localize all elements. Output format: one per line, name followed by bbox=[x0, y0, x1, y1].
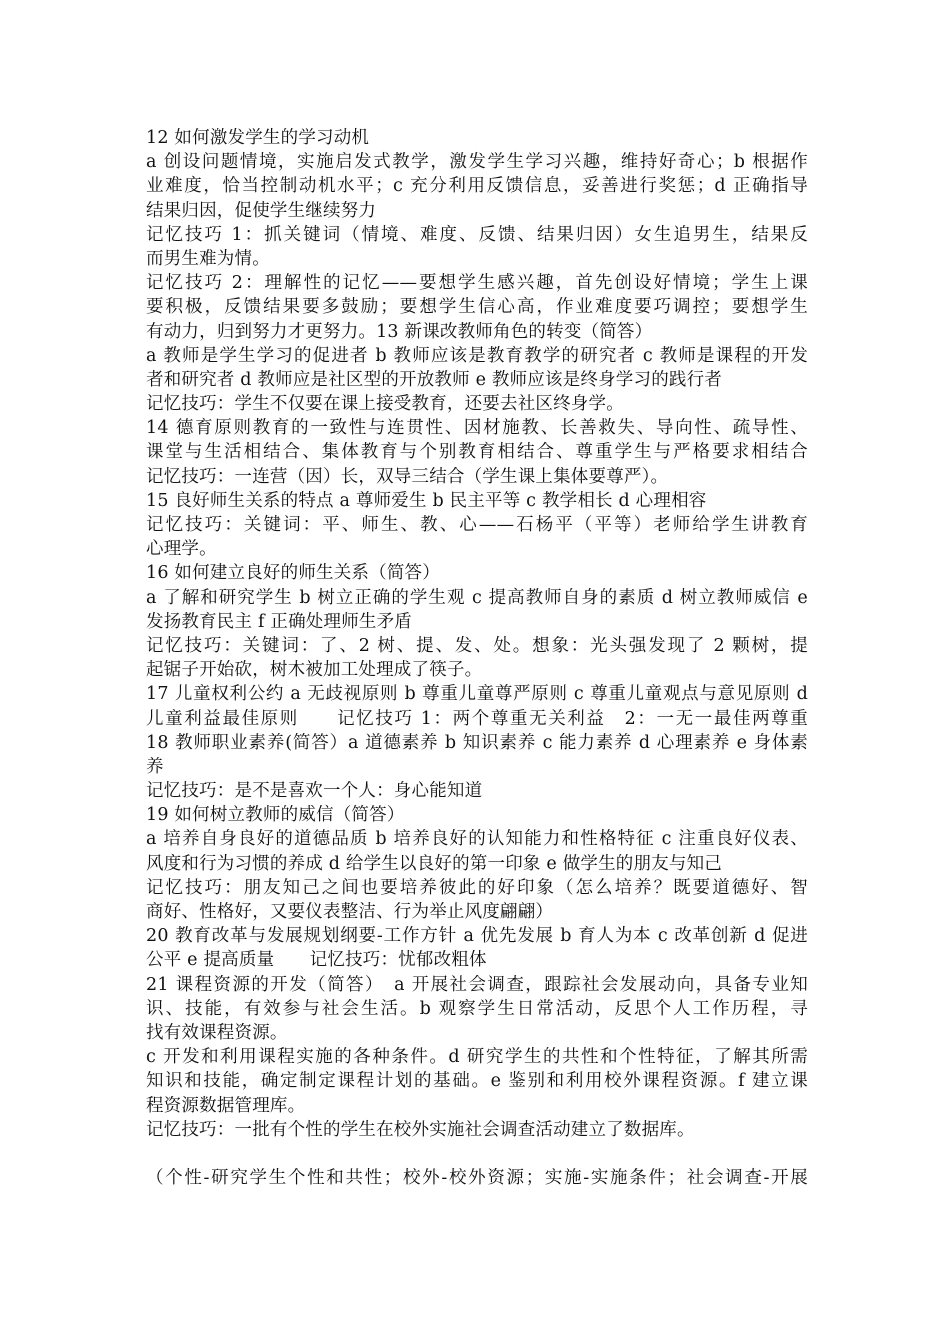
text-line: 记忆技巧：一批有个性的学生在校外实施社会调查活动建立了数据库。 bbox=[146, 1119, 695, 1140]
text-line: 记忆技巧 1：抓关键词（情境、难度、反馈、结果归因）女生追男生，结果反 bbox=[146, 224, 808, 245]
text-line: 记忆技巧 2：理解性的记忆——要想学生感兴趣，首先创设好情境；学生上课 bbox=[146, 273, 808, 294]
text-line: 发扬教育民主 f 正确处理师生矛盾 bbox=[146, 611, 413, 632]
text-line: 程资源数据管理库。 bbox=[146, 1095, 306, 1116]
text-line: 心理学。 bbox=[146, 539, 217, 560]
text-line: 21 课程资源的开发（简答） a 开展社会调查，跟踪社会发展动向，具备专业知 bbox=[146, 974, 808, 995]
text-line: 12 如何激发学生的学习动机 bbox=[146, 128, 370, 148]
text-line: 知识和技能，确定制定课程计划的基础。e 鉴别和利用校外课程资源。f 建立课 bbox=[146, 1071, 808, 1092]
text-line: 找有效课程资源。 bbox=[146, 1022, 288, 1043]
text-line: a 了解和研究学生 b 树立正确的学生观 c 提高教师自身的素质 d 树立教师威信 e bbox=[146, 587, 808, 608]
text-line: a 创设问题情境，实施启发式教学，激发学生学习兴趣，维持好奇心；b 根据作 bbox=[146, 152, 808, 173]
text-line: 记忆技巧：关键词：平、师生、教、心——石杨平（平等）老师给学生讲教育 bbox=[146, 515, 808, 535]
text-line: 记忆技巧：朋友知己之间也要培养彼此的好印象（怎么培养？既要道德好、智 bbox=[146, 877, 808, 898]
text-line: 风度和行为习惯的养成 d 给学生以良好的第一印象 e 做学生的朋友与知己 bbox=[146, 853, 723, 874]
text-line: a 教师是学生学习的促进者 b 教师应该是教育教学的研究者 c 教师是课程的开发 bbox=[146, 345, 808, 366]
text-line: 商好、性格好，又要仪表整洁、行为举止风度翩翩） bbox=[146, 902, 554, 922]
text-line: 18 教师职业素养(简答）a 道德素养 b 知识素养 c 能力素养 d 心理素养 e 身体素 bbox=[146, 732, 808, 753]
text-line: 记忆技巧：关键词：了、2 树、提、发、处。想象：光头强发现了 2 颗树，提 bbox=[146, 635, 808, 656]
text-line: 而男生难为情。 bbox=[146, 248, 270, 269]
text-line: 起锯子开始砍，树木被加工处理成了筷子。 bbox=[146, 660, 483, 681]
text-line: 课堂与生活相结合、集体教育与个别教育相结合、尊重学生与严格要求相结合 bbox=[146, 442, 808, 463]
text-line: 识、技能，有效参与社会生活。b 观察学生日常活动，反思个人工作历程，寻 bbox=[146, 998, 808, 1019]
text-line: 者和研究者 d 教师应是社区型的开放教师 e 教师应该是终身学习的践行者 bbox=[146, 369, 723, 390]
text-line: 16 如何建立良好的师生关系（简答） bbox=[146, 563, 440, 584]
text-line: 要积极，反馈结果要多鼓励；要想学生信心高，作业难度要巧调控；要想学生 bbox=[146, 297, 808, 318]
text-line: 儿童利益最佳原则 记忆技巧 1：两个尊重无关利益 2：一无一最佳两尊重 bbox=[146, 708, 808, 729]
text-line: a 培养自身良好的道德品质 b 培养良好的认知能力和性格特征 c 注重良好仪表、 bbox=[146, 829, 808, 850]
text-line: 20 教育改革与发展规划纲要-工作方针 a 优先发展 b 育人为本 c 改革创新 d 促进 bbox=[146, 926, 808, 947]
text-line: 结果归因，促使学生继续努力 bbox=[146, 200, 377, 221]
text-line: （个性-研究学生个性和共性；校外-校外资源；实施-实施条件；社会调查-开展 bbox=[146, 1168, 808, 1189]
text-line: 公平 e 提高质量 记忆技巧：忧郁改粗体 bbox=[146, 950, 487, 971]
text-line bbox=[146, 1142, 808, 1166]
text-line: 养 bbox=[146, 756, 164, 777]
text-line: 17 儿童权利公约 a 无歧视原则 b 尊重儿童尊严原则 c 尊重儿童观点与意见原则 d bbox=[146, 684, 808, 705]
text-line: 14 德育原则教育的一致性与连贯性、因材施教、长善救失、导向性、疏导性、 bbox=[146, 418, 808, 439]
text-line: 19 如何树立教师的威信（简答） bbox=[146, 805, 405, 826]
text-line: 记忆技巧：一连营（因）长，双导三结合（学生课上集体要尊严）。 bbox=[146, 466, 669, 487]
text-line: c 开发和利用课程实施的各种条件。d 研究学生的共性和个性特征，了解其所需 bbox=[146, 1047, 808, 1068]
document-page bbox=[146, 126, 808, 1190]
text-line: 15 良好师生关系的特点 a 尊师爱生 b 民主平等 c 教学相长 d 心理相容 bbox=[146, 490, 707, 511]
text-line: 记忆技巧：是不是喜欢一个人：身心能知道 bbox=[146, 781, 483, 802]
text-line: 记忆技巧：学生不仅要在课上接受教育，还要去社区终身学。 bbox=[146, 394, 624, 415]
text-line: 业难度，恰当控制动机水平；c 充分利用反馈信息，妥善进行奖惩；d 正确指导 bbox=[146, 176, 808, 197]
text-line: 有动力，归到努力才更努力。13 新课改教师角色的转变（简答） bbox=[146, 321, 653, 342]
